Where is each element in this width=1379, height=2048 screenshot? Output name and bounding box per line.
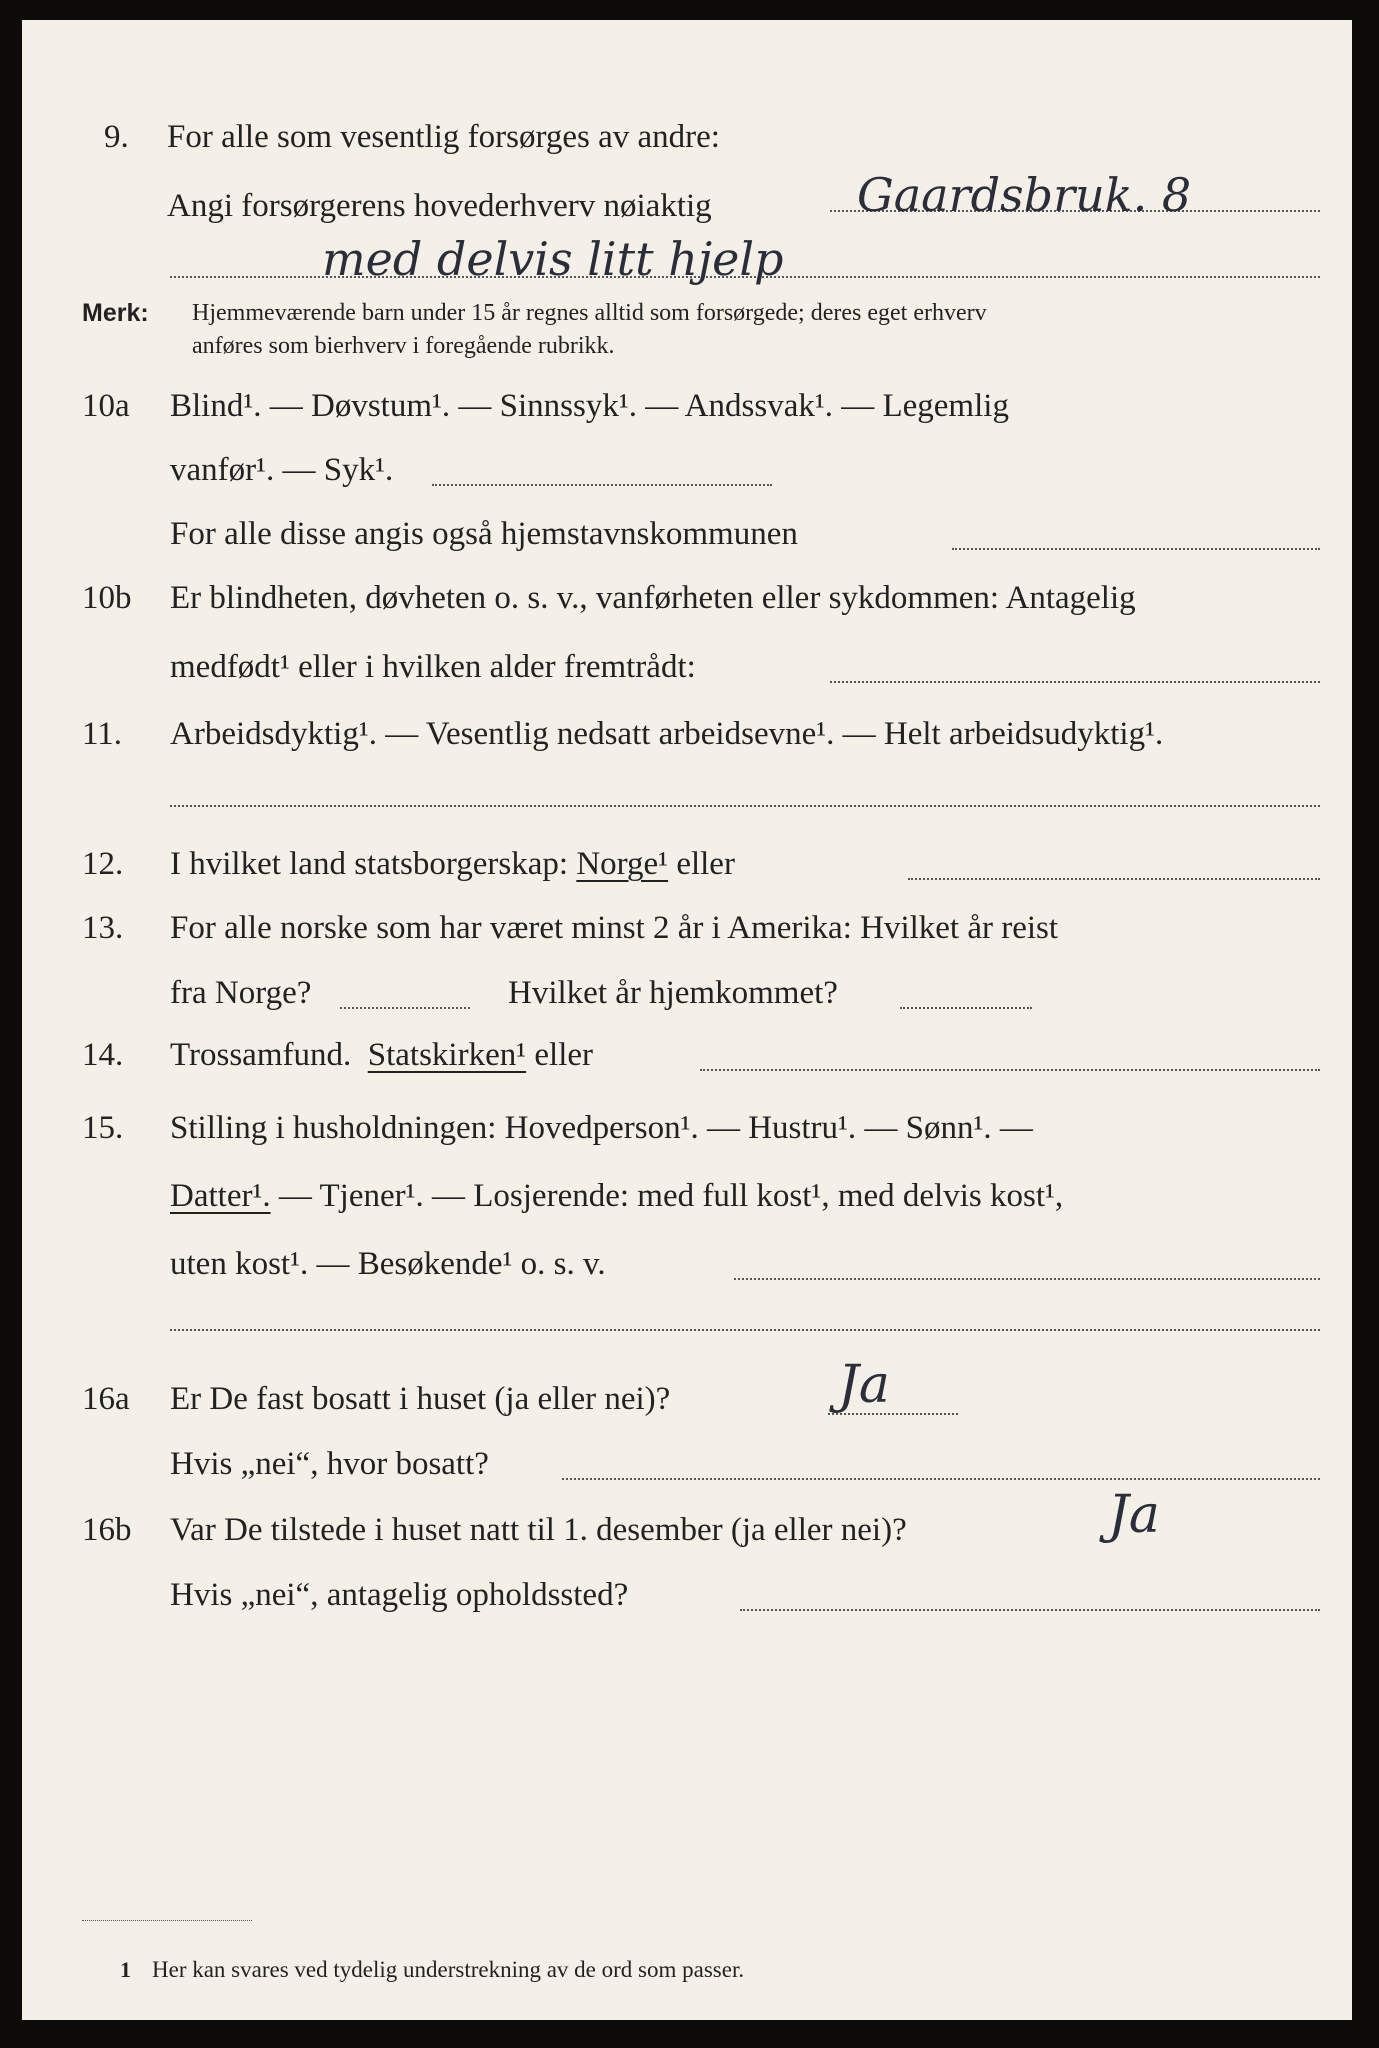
q15-line1: Stilling i husholdningen: Hovedperson¹. — Hustru¹. — Sønn¹. — — [170, 1110, 1033, 1146]
q13-hjemkommet-line — [900, 1007, 1032, 1009]
q12-text — [170, 844, 735, 884]
q15-datter-option: Datter¹. — [170, 1178, 271, 1214]
q10a-line2: vanfør¹. — Syk¹. — [170, 452, 394, 488]
census-form-page — [22, 20, 1352, 2020]
q12-answer-line — [908, 878, 1320, 880]
q11-answer-line — [170, 805, 1320, 807]
q13-reist-line — [340, 1007, 470, 1009]
q16b-number: 16b — [82, 1512, 132, 1548]
q12-number: 12. — [82, 846, 124, 882]
q9-line1: For alle som vesentlig forsørges av andre: — [167, 119, 720, 155]
q16b-handwritten-answer: Ja — [1108, 1485, 1160, 1545]
q16a-line2: Hvis „nei“, hvor bosatt? — [170, 1446, 489, 1482]
q16b-line2: Hvis „nei“, antagelig opholdssted? — [170, 1577, 629, 1613]
q9-number: 9. — [104, 119, 129, 155]
merk-label: Merk: — [82, 299, 149, 327]
q10a-hjemstavn-line — [952, 548, 1320, 550]
footnote-text: Her kan svares ved tydelig understrekning av de ord som passer. — [152, 1957, 745, 1982]
q14-answer-line — [700, 1069, 1320, 1071]
q14-eller: eller — [534, 1037, 593, 1073]
q15-line3: uten kost¹. — Besøkende¹ o. s. v. — [170, 1246, 606, 1282]
q16a-handwritten-answer: Ja — [838, 1355, 890, 1415]
q11-line1: Arbeidsdyktig¹. — Vesentlig nedsatt arbeidsevne¹. — Helt arbeidsudyktig¹. — [170, 716, 1164, 752]
merk-line2: anføres som bierhverv i foregående rubrikk. — [192, 333, 615, 359]
q16b-line1: Var De tilstede i huset natt til 1. desember (ja eller nei)? — [170, 1512, 907, 1548]
q15-number: 15. — [82, 1110, 124, 1146]
q16b-opholdssted-line — [740, 1609, 1320, 1611]
footnote-rule — [82, 1920, 252, 1921]
q13-line2a: fra Norge? — [170, 975, 312, 1011]
q15-line2 — [170, 1176, 1063, 1216]
q9-handwritten-answer2: med delvis litt hjelp — [322, 232, 784, 286]
q10a-number: 10a — [82, 388, 130, 424]
q16a-number: 16a — [82, 1381, 130, 1417]
q15-answer-line1 — [734, 1278, 1320, 1280]
q15-line2-rest: — Tjener¹. — Losjerende: med full kost¹, med delvis kost¹, — [278, 1178, 1064, 1214]
q16a-bosatt-line — [562, 1478, 1320, 1480]
q10b-number: 10b — [82, 580, 132, 616]
q13-line2b: Hvilket år hjemkommet? — [508, 975, 838, 1011]
q16a-line1: Er De fast bosatt i huset (ja eller nei)? — [170, 1381, 671, 1417]
footnote-mark: 1 — [120, 1957, 131, 1982]
q10a-line1: Blind¹. — Døvstum¹. — Sinnssyk¹. — Andssvak¹. — Legemlig — [170, 388, 1009, 424]
q13-number: 13. — [82, 910, 124, 946]
merk-line1: Hjemmeværende barn under 15 år regnes alltid som forsørgede; deres eget erhverv — [192, 300, 987, 326]
q14-statskirken-option: Statskirken¹ — [367, 1037, 527, 1073]
q9-line2: Angi forsørgerens hovederhverv nøiaktig — [167, 188, 712, 224]
q13-line1: For alle norske som har været minst 2 år i Amerika: Hvilket år reist — [170, 910, 1059, 946]
q12-norge-option: Norge¹ — [576, 846, 669, 882]
q11-number: 11. — [82, 716, 123, 752]
q14-number: 14. — [82, 1037, 124, 1073]
q10a-line3: For alle disse angis også hjemstavnskommunen — [170, 516, 798, 552]
q10a-syk-line — [432, 484, 772, 486]
q12-eller: eller — [676, 846, 735, 882]
q14-text — [170, 1035, 593, 1075]
q10b-answer-line — [830, 681, 1320, 683]
q9-handwritten-answer1: Gaardsbruk. 8 — [857, 168, 1192, 222]
q10b-line2: medfødt¹ eller i hvilken alder fremtrådt: — [170, 649, 696, 685]
q12-question: I hvilket land statsborgerskap: — [170, 846, 569, 882]
q14-question: Trossamfund. — [170, 1037, 352, 1073]
q10b-line1: Er blindheten, døvheten o. s. v., vanførheten eller sykdommen: Antagelig — [170, 580, 1136, 616]
q15-answer-line2 — [170, 1329, 1320, 1331]
